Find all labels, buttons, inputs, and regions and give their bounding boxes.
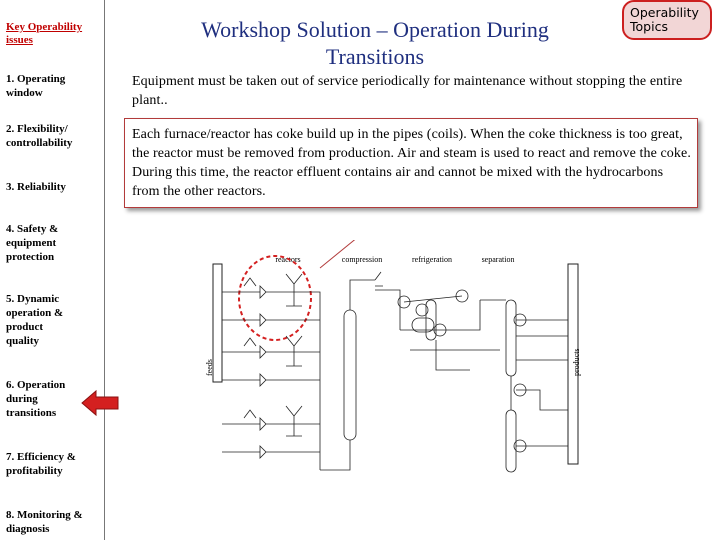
sidebar-heading-link[interactable]: Key Operability issues [6, 21, 83, 46]
operability-sidebar [0, 0, 105, 540]
process-flow-diagram [200, 240, 600, 540]
label-compression: compression [341, 255, 383, 264]
separation-units [500, 300, 568, 472]
sidebar-item-operating-window[interactable]: 1. Operating window [6, 73, 66, 99]
operability-topics-button[interactable]: Operability Topics [622, 0, 712, 40]
sidebar-item-dynamic-operation[interactable]: 5. Dynamic operation & product quality [6, 293, 64, 347]
label-refrigeration: refrigeration [412, 255, 452, 264]
paragraph-maintenance: Equipment must be taken out of service periodically for maintenance without stopping the entire plant.. [132, 74, 683, 108]
reactor-units [222, 274, 320, 470]
sidebar-item-reliability[interactable]: 3. Reliability [6, 181, 66, 193]
label-products: products [572, 348, 581, 376]
label-feeds: feeds [205, 359, 214, 376]
current-topic-arrow-icon [80, 389, 120, 417]
label-reactors: reactors [275, 255, 301, 264]
refrigeration-units [398, 290, 500, 370]
compression-units [320, 272, 400, 470]
label-separation: separation [481, 255, 515, 264]
highlighted-reactor-circle [239, 256, 311, 340]
feeds-bar [213, 264, 222, 382]
sidebar-item-efficiency[interactable]: 7. Efficiency & profitability [6, 451, 76, 477]
sidebar-item-monitoring[interactable]: 8. Monitoring & diagnosis [6, 509, 83, 535]
sidebar-item-flexibility[interactable]: 2. Flexibility/ controllability [6, 123, 73, 149]
paragraph-coke-buildup: Each furnace/reactor has coke build up in the pipes (coils). When the coke thickness is too great, the reactor must be removed from production. Air and steam is used to react and remove the coke. During this time, the reactor effluent contains air and cannot be mixed with the hydrocarbons from the other reactors. [132, 127, 691, 199]
sidebar-item-operation-during-transitions[interactable]: 6. Operation during transitions [6, 379, 66, 419]
slide-title: Workshop Solution – Operation During Transitions [201, 17, 549, 69]
sidebar-item-safety[interactable]: 4. Safety & equipment protection [6, 223, 59, 263]
